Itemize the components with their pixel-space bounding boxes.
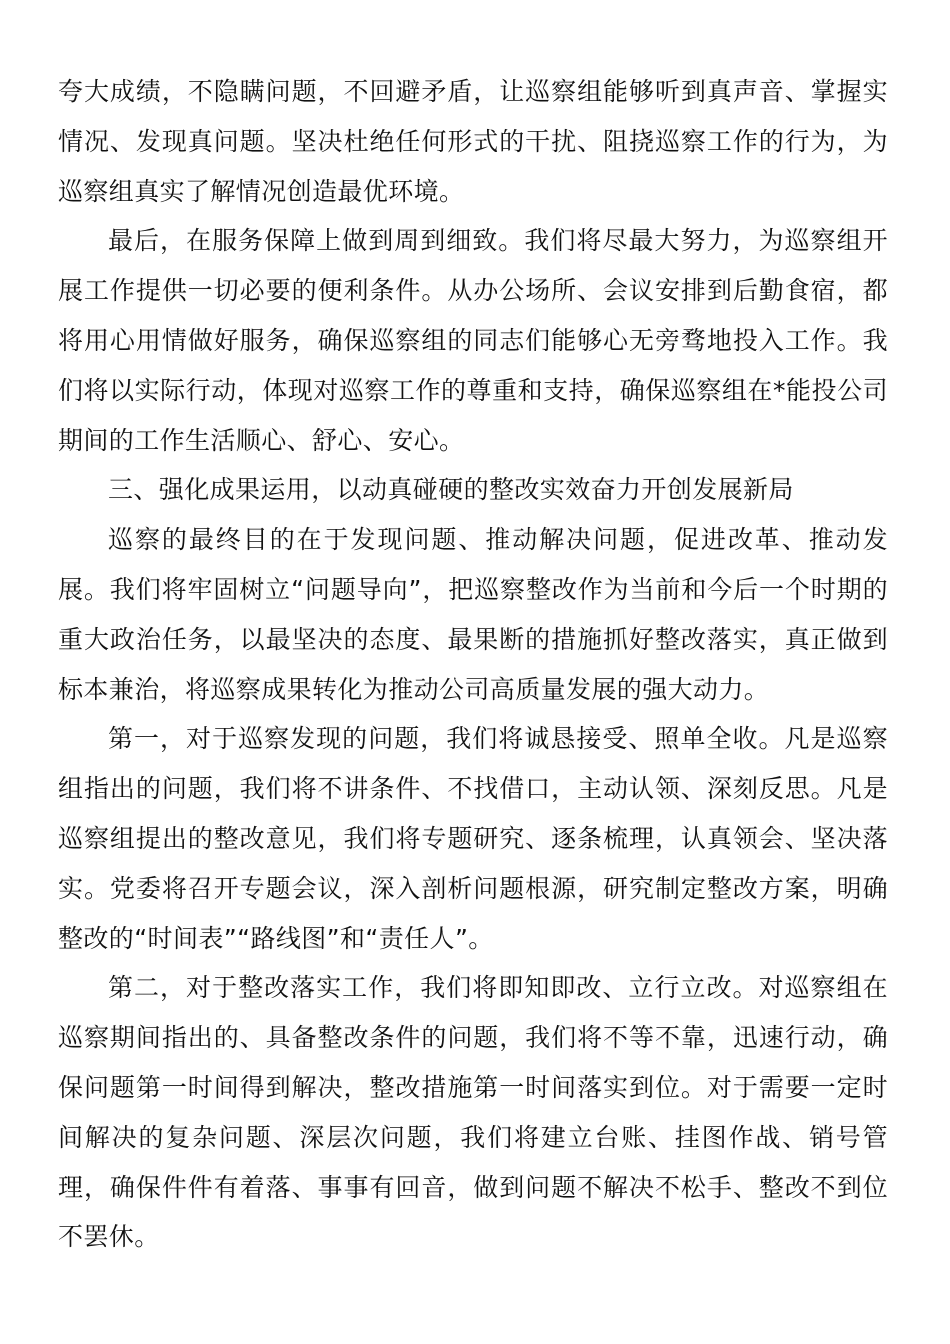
paragraph-second-point: 第二，对于整改落实工作，我们将即知即改、立行立改。对巡察组在巡察期间指出的、具备整改条件的问题，我们将不等不靠，迅速行动，确保问题第一时间得到解决，整改措施第一时间落实到位。对于需要一定时间解决的复杂问题、深层次问题，我们将建立台账、挂图作战、销号管理，确保件件有着落、事事有回音，做到问题不解决不松手、整改不到位不罢休。 xyxy=(58,973,888,1252)
paragraph-first-point: 第一，对于巡察发现的问题，我们将诚恳接受、照单全收。凡是巡察组指出的问题，我们将不讲条件、不找借口，主动认领、深刻反思。凡是巡察组提出的整改意见，我们将专题研究、逐条梳理，认真领会、坚决落实。党委将召开专题会议，深入剖析问题根源，研究制定整改方案，明确整改的“时间表”“路线图”和“责任人”。 xyxy=(58,724,888,953)
paragraph-service-guarantee: 最后，在服务保障上做到周到细致。我们将尽最大努力，为巡察组开展工作提供一切必要的便利条件。从办公场所、会议安排到后勤食宿，都将用心用情做好服务，确保巡察组的同志们能够心无旁骛地投入工作。我们将以实际行动，体现对巡察工作的尊重和支持，确保巡察组在*能投公司期间的工作生活顺心、舒心、安心。 xyxy=(58,226,888,455)
document-body xyxy=(58,67,888,1262)
section-heading-three: 三、强化成果运用，以动真碰硬的整改实效奋力开创发展新局 xyxy=(108,475,794,505)
paragraph-inspection-purpose: 巡察的最终目的在于发现问题、推动解决问题，促进改革、推动发展。我们将牢固树立“问题导向”，把巡察整改作为当前和今后一个时期的重大政治任务，以最坚决的态度、最果断的措施抓好整改落实，真正做到标本兼治，将巡察成果转化为推动公司高质量发展的强大动力。 xyxy=(58,525,888,704)
paragraph-continued: 夸大成绩，不隐瞒问题，不回避矛盾，让巡察组能够听到真声音、掌握实情况、发现真问题。坚决杜绝任何形式的干扰、阻挠巡察工作的行为，为巡察组真实了解情况创造最优环境。 xyxy=(58,77,888,206)
